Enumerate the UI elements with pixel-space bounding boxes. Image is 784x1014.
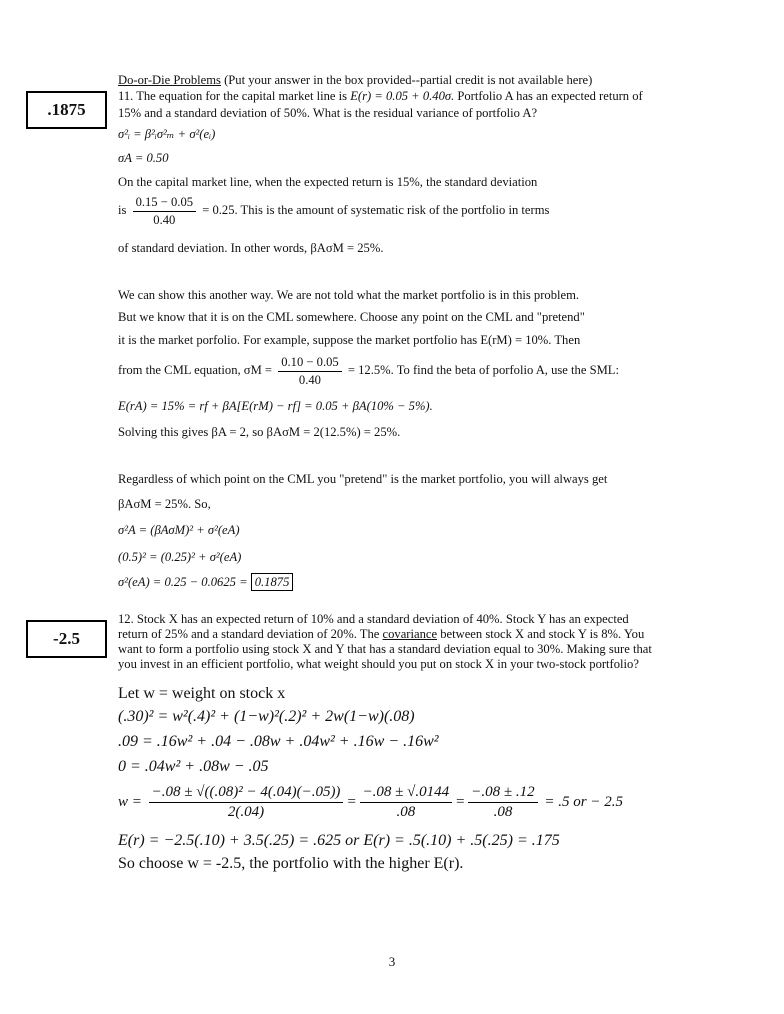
section-header (118, 74, 592, 87)
q11-para-4 (118, 356, 619, 386)
q12-line-2 (118, 628, 644, 641)
q11-text-3: of standard deviation. In other words, βAσM = 25%. (118, 241, 384, 255)
q11-text-b: Portfolio A has an expected return of (454, 89, 643, 103)
fraction-numerator: −.08 ± .12 (468, 785, 537, 803)
q11-regardless-2: βAσM = 25%. So, (118, 497, 211, 511)
fraction-std (133, 196, 196, 226)
section-note: (Put your answer in the box provided--partial credit is not available here) (220, 73, 593, 87)
q11-regardless-1: Regardless of which point on the CML you "pretend" is the market portfolio, you will always get (118, 472, 608, 486)
fraction-denominator: 0.40 (153, 212, 176, 227)
q11-text-1: On the capital market line, when the expected return is 15%, the standard deviation (118, 175, 538, 189)
q11-para-1: We can show this another way. We are not told what the market portfolio is in this problem. (118, 288, 580, 302)
formula-decomposition: σ²A = (βAσM)² + σ²(eA) (118, 523, 240, 537)
fraction-denominator: .08 (396, 804, 416, 820)
q11-text: 11. The equation for the capital market line is (118, 89, 351, 103)
q11-line-1 (118, 90, 643, 103)
q11-para-2: But we know that it is on the CML somewhere. Choose any point on the CML and "pretend" (118, 310, 585, 324)
solution-line-4: 0 = .04w² + .08w − .05 (118, 758, 269, 775)
sml-equation: E(rA) = 15% = rf + βA[E(rM) − rf] = 0.05 + βA(10% − 5%). (118, 399, 433, 413)
answer-q12: -2.5 (53, 629, 80, 648)
roots: = .5 or − 2.5 (544, 793, 623, 810)
q11-para-3: it is the market porfolio. For example, suppose the market portfolio has E(rM) = 10%. Then (118, 333, 581, 347)
answer-box-q12 (26, 620, 107, 658)
formula-sigma-a: σA = 0.50 (118, 151, 169, 165)
answer-box-q11 (26, 91, 107, 129)
q12-line-3: want to form a portfolio using stock X and Y that has a standard deviation equal to 30%. Making sure that (118, 642, 652, 656)
q11-line-2: 15% and a standard deviation of 50%. What is the residual variance of portfolio A? (118, 106, 538, 120)
q11-para-6: Solving this gives βA = 2, so βAσM = 2(12.5%) = 25%. (118, 425, 401, 439)
section-title: Do-or-Die Problems (118, 73, 221, 87)
covariance-term: covariance (382, 627, 438, 641)
boxed-result: 0.1875 (251, 573, 294, 591)
formula-substitution: (0.5)² = (0.25)² + σ²(eA) (118, 550, 242, 564)
fraction-denominator: .08 (493, 804, 513, 820)
cml-sigma-prefix: from the CML equation, σM = (118, 362, 273, 377)
solution-line-3: .09 = .16w² + .04 − .08w + .04w² + .16w − .16w² (118, 733, 439, 750)
expected-return-comparison: E(r) = −2.5(.10) + 3.5(.25) = .625 or E(r) = .5(.10) + .5(.25) = .175 (118, 832, 560, 849)
fraction-numerator: 0.10 − 0.05 (278, 356, 341, 372)
fraction-prefix: is (118, 202, 127, 217)
q12-text-b: between stock X and stock Y is 8%. You (437, 627, 645, 641)
fraction-numerator: 0.15 − 0.05 (133, 196, 196, 212)
fraction-denominator: 0.40 (298, 372, 321, 387)
fraction-quadratic-1 (149, 785, 344, 820)
page-number: 3 (388, 954, 396, 969)
fraction-quadratic-2 (360, 785, 453, 820)
formula-variance: σ²ᵢ = β²ᵢσ²ₘ + σ²(eᵢ) (118, 127, 216, 141)
q12-text-a: return of 25% and a standard deviation of 20%. The (118, 627, 383, 641)
w-prefix: w = (118, 793, 142, 810)
fraction-numerator: −.08 ± √.0144 (360, 785, 453, 803)
result-expression: σ²(eA) = 0.25 − 0.0625 = (118, 575, 248, 589)
q11-fraction-line (118, 196, 549, 226)
solution-line-2: (.30)² = w²(.4)² + (1−w)²(.2)² + 2w(1−w)(.08) (118, 708, 415, 725)
fraction-denominator: 2(.04) (227, 804, 265, 820)
q12-line-1: 12. Stock X has an expected return of 10% and a standard deviation of 40%. Stock Y has an expected (118, 612, 629, 626)
fraction-numerator: −.08 ± √((.08)² − 4(.04)(−.05)) (149, 785, 344, 803)
fraction-quadratic-3 (468, 785, 537, 820)
solution-conclusion: So choose w = -2.5, the portfolio with the higher E(r). (118, 855, 464, 872)
cml-sigma-suffix: = 12.5%. To find the beta of porfolio A, use the SML: (347, 362, 619, 377)
q12-line-4: you invest in an efficient portfolio, what weight should you put on stock X in your two-stock portfolio? (118, 657, 639, 671)
fraction-suffix: = 0.25. This is the amount of systematic risk of the portfolio in terms (202, 202, 550, 217)
answer-q11: .1875 (47, 100, 86, 119)
cml-equation: E(r) = 0.05 + 0.40σ. (350, 89, 455, 103)
solution-line-1: Let w = weight on stock x (118, 685, 286, 702)
quadratic-formula-line: w = $\frac{\text{−.08 ± √((.08)² − 4(.04)(−.05))}}{2(.04)}$ = $\frac{-.08 \pm √.0144}{.08}$ = $\frac{-.08 \pm .12}{.08}$ = .5 or − 2.5 (118, 784, 623, 820)
formula-result (118, 576, 293, 589)
fraction-sigma-m (278, 356, 341, 386)
